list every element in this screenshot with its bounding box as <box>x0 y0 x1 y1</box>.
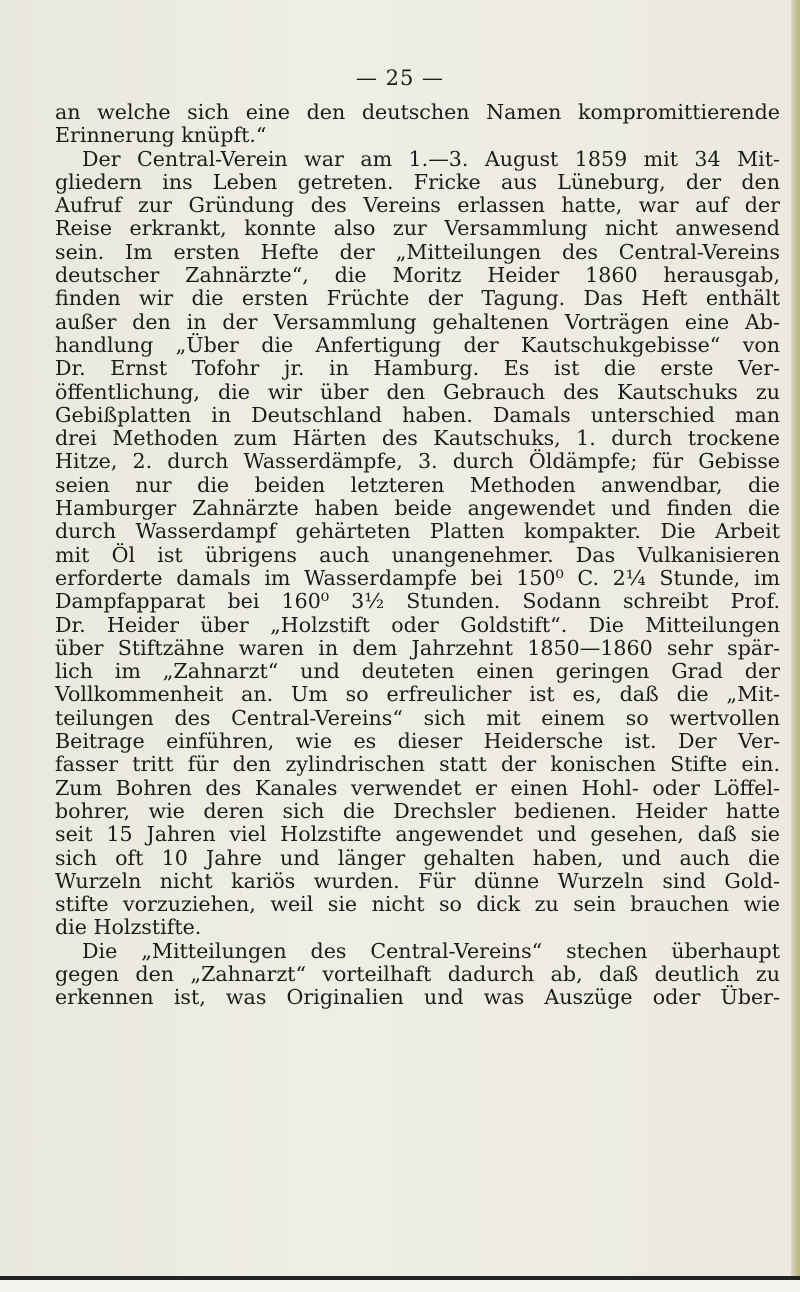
text-line: teilungen des Central-Vereins“ sich mit einem so wertvollen <box>55 705 780 730</box>
text-line: sich oft 10 Jahre und länger gehalten haben, und auch die <box>55 845 780 870</box>
text-line: Hitze, 2. durch Wasserdämpfe, 3. durch Öldämpfe; für Gebisse <box>55 449 780 474</box>
text-line: außer den in der Versammlung gehaltenen Vorträgen eine Ab- <box>55 309 780 334</box>
text-line: finden wir die ersten Früchte der Tagung. Das Heft enthält <box>55 286 780 311</box>
text-line: die Holzstifte. <box>55 915 202 940</box>
text-line: Erinnerung knüpft.“ <box>55 123 267 148</box>
text-line: gliedern ins Leben getreten. Fricke aus Lüneburg, der den <box>55 169 780 194</box>
text-line: Gebißplatten in Deutschland haben. Damals unterschied man <box>55 402 780 427</box>
text-line: Reise erkrankt, konnte also zur Versammlung nicht anwesend <box>55 216 780 241</box>
page-edge-shadow <box>791 0 800 1292</box>
text-line: durch Wasserdampf gehärteten Platten kompakter. Die Arbeit <box>55 519 780 544</box>
text-line: stifte vorzuziehen, weil sie nicht so dick zu sein brauchen wie <box>55 892 780 917</box>
body-text <box>55 101 780 1010</box>
text-line: Hamburger Zahnärzte haben beide angewendet und finden die <box>55 496 780 521</box>
text-line: Dampfapparat bei 160⁰ 3½ Stunden. Sodann schreibt Prof. <box>55 589 780 614</box>
text-line: über Stiftzähne waren in dem Jahrzehnt 1850—1860 sehr spär- <box>55 635 780 660</box>
text-line: Der Central-Verein war am 1.—3. August 1859 mit 34 Mit- <box>82 146 780 171</box>
page-number: — 25 — <box>355 66 445 90</box>
text-line: öffentlichung, die wir über den Gebrauch des Kautschuks zu <box>55 379 780 404</box>
text-line: Die „Mitteilungen des Central-Vereins“ stechen überhaupt <box>82 938 780 963</box>
text-line: Aufruf zur Gründung des Vereins erlassen hatte, war auf der <box>55 193 780 218</box>
text-line: Dr. Heider über „Holzstift oder Goldstift“. Die Mitteilungen <box>55 612 780 637</box>
text-line: Wurzeln nicht kariös wurden. Für dünne Wurzeln sind Gold- <box>55 868 780 893</box>
text-line: seit 15 Jahren viel Holzstifte angewendet und gesehen, daß sie <box>55 822 780 847</box>
text-line: fasser tritt für den zylindrischen statt der konischen Stifte ein. <box>55 752 780 777</box>
text-line: seien nur die beiden letzteren Methoden anwendbar, die <box>55 472 780 497</box>
text-line: gegen den „Zahnarzt“ vorteilhaft dadurch ab, daß deutlich zu <box>55 961 780 986</box>
text-line: drei Methoden zum Härten des Kautschuks, 1. durch trockene <box>55 426 780 451</box>
text-line: deutscher Zahnärzte“, die Moritz Heider 1860 herausgab, <box>55 263 780 288</box>
text-line: Zum Bohren des Kanales verwendet er einen Hohl- oder Löffel- <box>55 775 780 800</box>
text-line: erkennen ist, was Originalien und was Auszüge oder Über- <box>55 985 780 1010</box>
text-line: Dr. Ernst Tofohr jr. in Hamburg. Es ist die erste Ver- <box>55 356 780 381</box>
text-line: mit Öl ist übrigens auch unangenehmer. Das Vulkanisieren <box>55 542 780 567</box>
text-line: an welche sich eine den deutschen Namen kompromittierende <box>55 100 780 124</box>
text-line: bohrer, wie deren sich die Drechsler bedienen. Heider hatte <box>55 798 780 823</box>
text-line: erforderte damals im Wasserdampfe bei 150⁰ C. 2¼ Stunde, im <box>55 565 780 590</box>
text-line: Vollkommenheit an. Um so erfreulicher ist es, daß die „Mit- <box>55 682 780 707</box>
page-bottom-edge <box>0 1276 800 1292</box>
text-line: lich im „Zahnarzt“ und deuteten einen geringen Grad der <box>55 659 780 684</box>
text-line: handlung „Über die Anfertigung der Kautschukgebisse“ von <box>55 332 780 357</box>
text-line: sein. Im ersten Hefte der „Mitteilungen des Central-Vereins <box>55 239 780 264</box>
text-line: Beitrage einführen, wie es dieser Heidersche ist. Der Ver- <box>55 729 780 754</box>
